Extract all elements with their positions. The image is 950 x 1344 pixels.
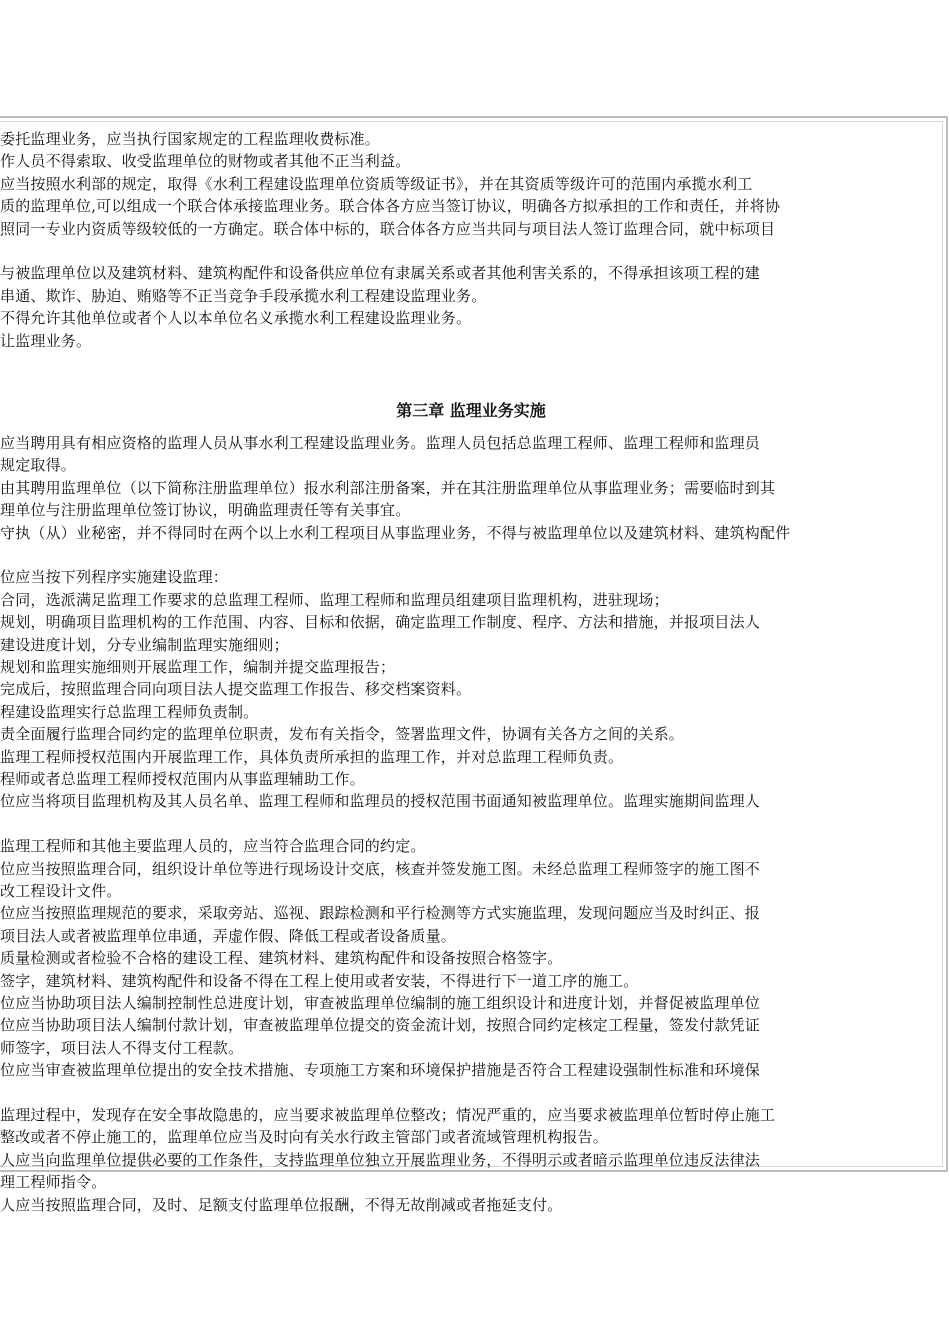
text-line: 应当按照水利部的规定，取得《水利工程建设监理单位资质等级证书》，并在其资质等级许可的范围内承揽水利工 xyxy=(0,174,753,193)
document-body xyxy=(0,121,943,1214)
text-line: 理单位与注册监理单位签订协议，明确监理责任等有关事宜。 xyxy=(0,501,411,520)
text-line: 串通、欺诈、胁迫、贿赂等不正当竞争手段承揽水利工程建设监理业务。 xyxy=(0,286,487,305)
text-line: 规划，明确项目监理机构的工作范围、内容、目标和依据，确定监理工作制度、程序、方法和措施，并报项目法人 xyxy=(0,613,761,632)
text-line: 位应当将项目监理机构及其人员名单、监理工程师和监理员的授权范围书面通知被监理单位。监理实施期间监理人 xyxy=(0,792,761,811)
text-line: 应当聘用具有相应资格的监理人员从事水利工程建设监理业务。监理人员包括总监理工程师、监理工程师和监理员 xyxy=(0,434,761,452)
document-page xyxy=(0,116,948,1214)
text-line: 完成后，按照监理合同向项目法人提交监理工作报告、移交档案资料。 xyxy=(0,680,472,699)
text-line: 位应当按照监理合同，组织设计单位等进行现场设计交底，核查并签发施工图。未经总监理工程师签字的施工图不 xyxy=(0,859,761,878)
text-line: 整改或者不停止施工的，监理单位应当及时向有关水行政主管部门或者流域管理机构报告。 xyxy=(0,1128,609,1147)
text-line: 项目法人或者被监理单位串通，弄虚作假、降低工程或者设备质量。 xyxy=(0,926,457,945)
text-line: 监理工程师和其他主要监理人员的，应当符合监理合同的约定。 xyxy=(0,837,426,856)
text-line: 守执（从）业秘密，并不得同时在两个以上水利工程项目从事监理业务，不得与被监理单位以及建筑材料、建筑构配件 xyxy=(0,523,791,542)
text-line: 合同，选派满足监理工作要求的总监理工程师、监理工程师和监理员组建项目监理机构，进驻现场； xyxy=(0,590,669,609)
text-line: 责全面履行监理合同约定的监理单位职责，发布有关指令，签署监理文件，协调有关各方之间的关系。 xyxy=(0,725,685,744)
text-line: 理工程师指令。 xyxy=(0,1173,107,1192)
text-line: 位应当协助项目法人编制控制性总进度计划，审查被监理单位编制的施工组织设计和进度计划，并督促被监理单位 xyxy=(0,994,761,1012)
text-line: 人应当按照监理合同，及时、足额支付监理单位报酬，不得无故削减或者拖延支付。 xyxy=(0,1195,563,1214)
text-line: 位应当审查被监理单位提出的安全技术措施、专项施工方案和环境保护措施是否符合工程建设强制性标准和环境保 xyxy=(0,1061,761,1080)
text-line: 不得允许其他单位或者个人以本单位名义承揽水利工程建设监理业务。 xyxy=(0,309,472,328)
text-line: 建设进度计划，分专业编制监理实施细则； xyxy=(0,635,289,654)
chapter-heading: 第三章 监理业务实施 xyxy=(396,401,546,420)
text-line: 位应当按下列程序实施建设监理： xyxy=(0,568,229,587)
text-line: 质量检测或者检验不合格的建设工程、建筑材料、建筑构配件和设备按照合格签字。 xyxy=(0,949,563,968)
text-line: 程师或者总监理工程师授权范围内从事监理辅助工作。 xyxy=(0,770,365,788)
text-line: 质的监理单位,可以组成一个联合体承接监理业务。联合体各方应当签订协议，明确各方拟承担的工作和责任，并将协 xyxy=(0,197,781,216)
text-line: 位应当按照监理规范的要求，采取旁站、巡视、跟踪检测和平行检测等方式实施监理，发现问题应当及时纠正、报 xyxy=(0,904,761,923)
text-line: 师签字，项目法人不得支付工程款。 xyxy=(0,1038,244,1057)
text-line: 签字，建筑材料、建筑构配件和设备不得在工程上使用或者安装，不得进行下一道工序的施工。 xyxy=(0,971,639,990)
text-line: 委托监理业务，应当执行国家规定的工程监理收费标准。 xyxy=(0,130,381,148)
text-line: 让监理业务。 xyxy=(0,331,92,350)
text-line: 监理过程中，发现存在安全事故隐患的，应当要求被监理单位整改；情况严重的，应当要求被监理单位暂时停止施工 xyxy=(0,1106,776,1124)
text-line: 与被监理单位以及建筑材料、建筑构配件和设备供应单位有隶属关系或者其他利害关系的，不得承担该项工程的建 xyxy=(0,264,761,283)
text-line: 位应当协助项目法人编制付款计划，审查被监理单位提交的资金流计划，按照合同约定核定工程量，签发付款凭证 xyxy=(0,1016,761,1035)
text-line: 改工程设计文件。 xyxy=(0,882,122,900)
text-line: 人应当向监理单位提供必要的工作条件，支持监理单位独立开展监理业务，不得明示或者暗示监理单位违反法律法 xyxy=(0,1150,761,1169)
text-line: 照同一专业内资质等级较低的一方确定。联合体中标的，联合体各方应当共同与项目法人签订监理合同，就中标项目 xyxy=(0,219,776,238)
text-line: 监理工程师授权范围内开展监理工作，具体负责所承担的监理工作，并对总监理工程师负责。 xyxy=(0,747,624,766)
text-line: 程建设监理实行总监理工程师负责制。 xyxy=(0,702,259,721)
text-line: 由其聘用监理单位（以下简称注册监理单位）报水利部注册备案，并在其注册监理单位从事监理业务；需要临时到其 xyxy=(0,478,776,497)
text-line: 作人员不得索取、收受监理单位的财物或者其他不正当利益。 xyxy=(0,152,411,171)
text-line: 规划和监理实施细则开展监理工作，编制并提交监理报告； xyxy=(0,658,396,676)
text-line: 规定取得。 xyxy=(0,456,77,475)
